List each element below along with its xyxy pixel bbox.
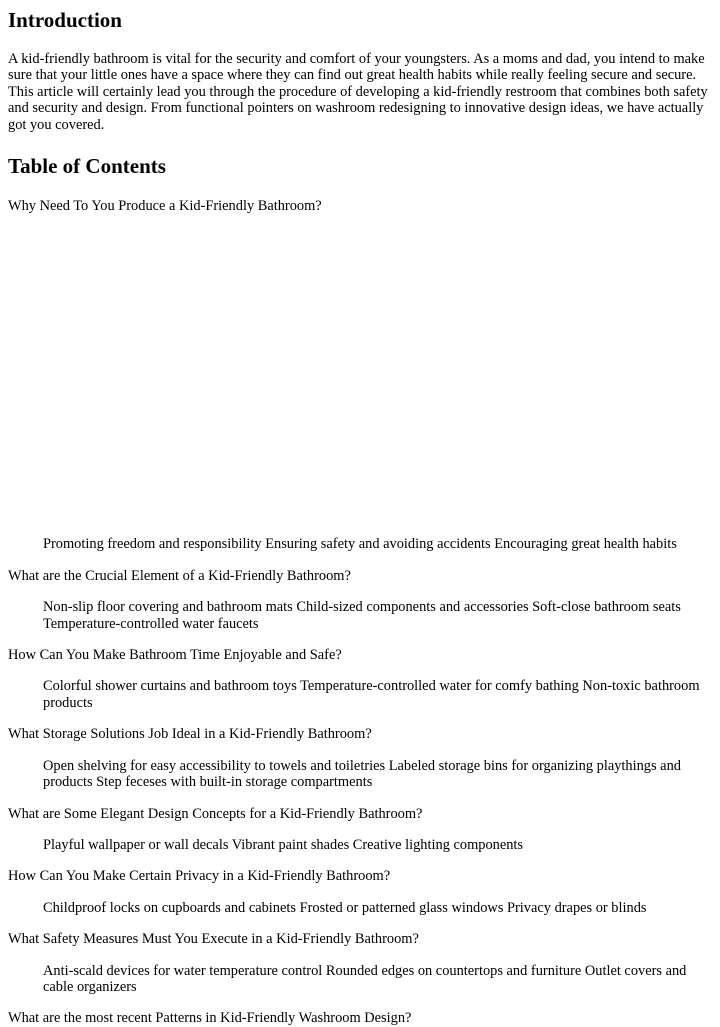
toc-answer: Open shelving for easy accessibility to towels and toiletries Labeled storage bins for organizing playthings and products Step feceses with built-in storage compartments bbox=[43, 757, 681, 791]
toc-answer: Playful wallpaper or wall decals Vibrant paint shades Creative lighting components bbox=[43, 836, 524, 853]
introduction-heading: Introduction bbox=[8, 8, 122, 32]
toc-answer: Anti-scald devices for water temperature control Rounded edges on countertops and furniture Outlet covers and cable organizers bbox=[43, 962, 687, 995]
toc-question[interactable]: How Can You Make Bathroom Time Enjoyable and Safe? bbox=[8, 647, 342, 664]
introduction-paragraph: A kid-friendly bathroom is vital for the security and comfort of your youngsters. As a moms and dad, you intend to make sure that your little ones have a space where they can find out great health habits while really feeling secure and secure. This article will certainly lead you through the procedure of developing a kid-friendly restroom that combines both safety and security and design. From functional pointers on washroom redesigning to innovative design ideas, we have actually got you covered. bbox=[8, 51, 708, 133]
toc-question[interactable]: What are the Crucial Element of a Kid-Friendly Bathroom? bbox=[8, 567, 351, 584]
toc-answer: Childproof locks on cupboards and cabinets Frosted or patterned glass windows Privacy drapes or blinds bbox=[43, 899, 647, 916]
table-of-contents bbox=[8, 198, 712, 1027]
toc-answer: Colorful shower curtains and bathroom toys Temperature-controlled water for comfy bathing Non-toxic bathroom products bbox=[43, 678, 700, 711]
toc-answer: Promoting freedom and responsibility Ensuring safety and avoiding accidents Encouraging great health habits bbox=[43, 536, 677, 553]
toc-question[interactable]: Why Need To You Produce a Kid-Friendly Bathroom? bbox=[8, 198, 322, 215]
toc-question[interactable]: How Can You Make Certain Privacy in a Kid-Friendly Bathroom? bbox=[8, 868, 391, 885]
toc-question[interactable]: What Storage Solutions Job Ideal in a Kid-Friendly Bathroom? bbox=[8, 726, 372, 743]
toc-answer: Non-slip floor covering and bathroom mats Child-sized components and accessories Soft-close bathroom seats Temperature-controlled water faucets bbox=[43, 599, 681, 632]
toc-question[interactable]: What are Some Elegant Design Concepts for a Kid-Friendly Bathroom? bbox=[8, 805, 423, 822]
table-of-contents-heading: Table of Contents bbox=[8, 154, 166, 179]
toc-question[interactable]: What are the most recent Patterns in Kid-Friendly Washroom Design? bbox=[8, 1010, 412, 1027]
blank-area bbox=[8, 214, 712, 536]
toc-question[interactable]: What Safety Measures Must You Execute in a Kid-Friendly Bathroom? bbox=[8, 931, 419, 948]
